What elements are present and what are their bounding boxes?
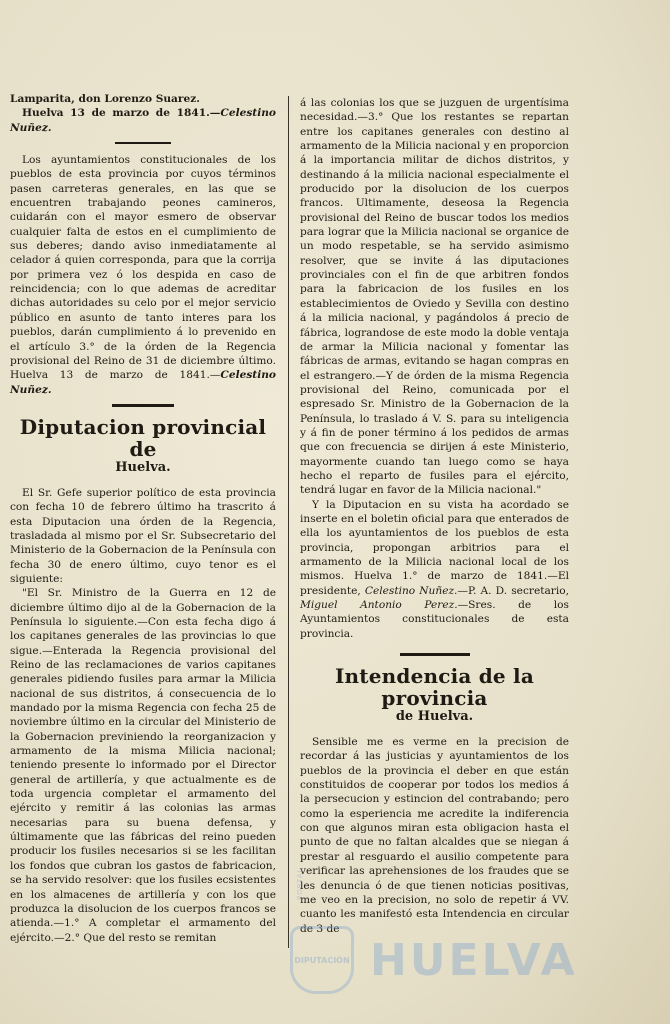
colonias-paragraph: á las colonias los que se juzguen de urgentísima necesidad.—3.° Que los restantes se repartan entre los capitanes generales con destino al armamento de la Milicia nacional y en proporcion á la importancia militar de dichos distritos, y destinando á la milicia nacional especialmente el producido por la disolucion de los cuerpos francos. Ultimamente, deseosa la Regencia provisional del Reino de buscar todos los medios para lograr que la Milicia nacional se organice de un modo respetable, se ha servido asimismo resolver, que se invite á las diputaciones provinciales con el fin de que arbitren fondos para la fabricacion de los fusiles en los establecimientos de Oviedo y Sevilla con destino á la milicia nacional, y pagándolos á precio de fábrica, lograndose de este modo la doble ventaja de armar la Milicia nacional y fomentar las fábricas de armas, evitando se hagan compras en el estrangero.—Y de órden de la misma Regencia provisional del Reino, comunicada por el espresado Sr. Ministro de la Gobernacion de la Península, lo traslado á V. S. para su inteligencia y á fin de poner término á los pedidos de armas que con frecuencia se dirijen á este Ministerio, mayormente cuando tan luego como se haya hecho el reparto de fusiles para el ejército, tendrá lugar en favor de la Milicia nacional." (300, 97, 569, 497)
left-closing-signer: Celestino Nuñez. (10, 107, 276, 134)
gefe-politico-paragraph: El Sr. Gefe superior político de esta provincia con fecha 10 de febrero último ha trascrito á esta Diputacion una órden de la Regencia, trasladada al mismo por el Sr. Subsecretario del Ministerio de la Gobernacion de la Península con fecha 30 de enero último, cuyo tenor es el siguiente: (10, 486, 276, 585)
ministro-guerra-paragraph: "El Sr. Ministro de la Guerra en 12 de diciembre último dijo al de la Gobernacion de la Península lo siguiente.—Con esta fecha digo á los capitanes generales de las provincias lo que sigue.—Enterada la Regencia provisional del Reino de las reclamaciones de varios capitanes generales pidiendo fusiles para armar la Milicia nacional de sus distritos, á consecuencia de lo mandado por la misma Regencia con fecha 25 de noviembre último en la circular del Ministerio de la Gobernacion previniendo la reorganizacion y armamento de la misma Milicia nacional; teniendo presente lo informado por el Director general de artillería, y que actualmente es de toda urgencia completar el armamento del ejército y remitir á las colonias las armas necesarias para su buena defensa, y últimamente que las fábricas del reino pueden producir los fusiles necesarios si se les facilitan los fondos que cubran los gastos de fabricacion, se ha servido resolver: que los fusiles ecsistentes en los almacenes de artillería y con los que produzca la disolucion de los cuerpos francos se atienda.—1.° A completar el armamento del ejército.—2.° Que del resto se remitan (10, 587, 276, 944)
separator-rule (112, 404, 174, 407)
separator-rule (400, 653, 470, 656)
shield-icon (290, 926, 354, 994)
intendencia-heading: Intendencia de la provincia (335, 664, 534, 711)
contrabando-paragraph: Sensible me es verme en la precision de recordar á las justicias y ayuntamientos de los pueblos de la provincia el deber en que están constituidos de cooperar por todos los medios á la persecucion y estincion del contrabando; pero como la esperiencia me acredite la indiferencia con que algunos miran esta obligacion hasta el punto de que no faltan alcaldes que se niegan á prestar al resguardo el ausilio competente para verificar las aprehensiones de los fraudes que se les denuncia ó de que tienen noticias positivas, me veo en la precision, no solo de repetir á VV. cuanto les manifestó esta Intendencia en circular de 3 de (300, 736, 569, 935)
diputacion-heading: Diputacion provincial de (19, 414, 267, 461)
column-divider (288, 96, 289, 948)
acuerdo-text: Y la Diputacion en su vista ha acordado se inserte en el boletin oficial para que enterados de ella los ayuntamientos de los pueblos de esta provincia, propongan arbitrios para el armamento de la Milicia nacional local de los mismos. Huelva 1.° de marzo de 1841.—El presidente, (300, 498, 569, 597)
ayuntamientos-text: Los ayuntamientos constitucionales de los pueblos de esta provincia por cuyos términos pasen carreteras generales, en las que se encuentren trabajando peones camineros, cuidarán con el mayor esmero de observar cualquier falta de estos en el cumplimiento de sus deberes; dando aviso inmediatamente al celador á quien corresponda, para que la corrija por primera vez ó los despida en caso de reincidencia; con lo que ademas de acreditar dichas autoridades su celo por el mejor servicio público en asunto de tanto interes para los pueblos, darán cumplimiento á lo prevenido en el artículo 3.° de la órden de la Regencia provisional del Reino de 31 de diciembre último. Huelva 13 de marzo de 1841.— (10, 154, 276, 382)
watermark-text: HUELVA (370, 934, 578, 986)
diputacion-subheading: Huelva. (115, 459, 171, 475)
watermark (290, 930, 620, 990)
diputacion-acuerdo-paragraph (300, 498, 569, 641)
ayuntamientos-signer: Celestino Nuñez. (10, 369, 276, 396)
watermark-emblem-text: DIPUTACIÓN (294, 955, 350, 965)
intendencia-subheading: de Huelva. (395, 709, 474, 725)
acuerdo-secretary: Miguel Antonio Perez. (300, 599, 458, 612)
left-closing-names: Lamparita, don Lorenzo Suarez. (10, 93, 200, 105)
watermark-side-text: PORTAL (296, 867, 304, 900)
left-closing-line (10, 92, 276, 106)
left-closing-signature (10, 106, 276, 135)
ayuntamientos-paragraph (10, 153, 276, 397)
separator-rule (115, 142, 171, 144)
acuerdo-secretary-label: —P. A. D. secretario, (457, 584, 569, 597)
acuerdo-addressees: —Sres. de los Ayuntamientos constitucionales de esta provincia. (300, 599, 569, 640)
right-column (300, 96, 569, 936)
acuerdo-president: Celestino Nuñez. (364, 584, 458, 597)
left-column (10, 92, 276, 945)
left-closing-date: Huelva 13 de marzo de 1841.— (22, 107, 221, 120)
